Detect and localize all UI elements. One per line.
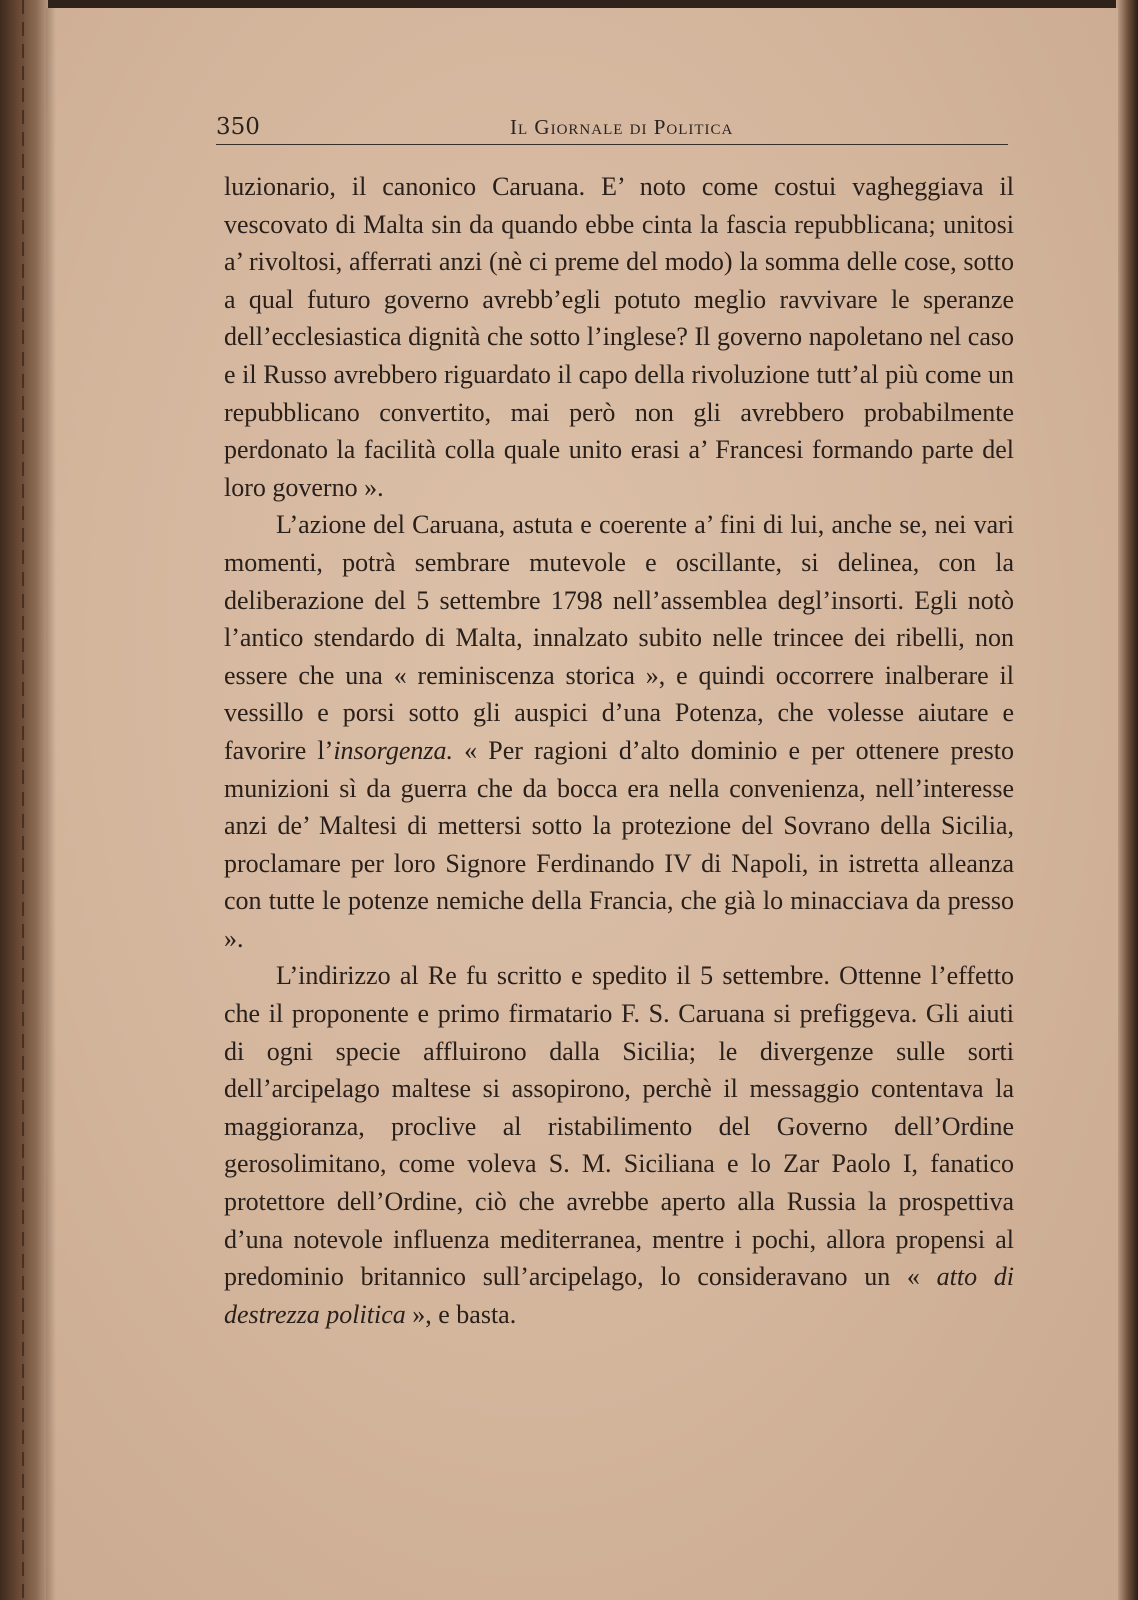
book-binding bbox=[0, 0, 48, 1600]
binding-stitch bbox=[22, 0, 24, 1600]
page-number: 350 bbox=[216, 114, 260, 140]
paragraph-1 bbox=[224, 168, 1014, 506]
paragraph-2-italic: insorgenza. bbox=[333, 735, 453, 765]
page-gutter-shadow bbox=[46, 8, 56, 1600]
book-right-edge bbox=[1116, 0, 1138, 1600]
paragraph-3 bbox=[224, 957, 1014, 1333]
paragraph-3-text-after: », e basta. bbox=[405, 1299, 517, 1329]
paragraph-3-text: L’indirizzo al Re fu scritto e spedito il 5 settembre. Ottenne l’effetto che il proponente e primo firmatario F. S. Caruana si prefiggeva. Gli aiuti di ogni specie affluirono dalla Sicilia; le divergenze sulle sorti dell’arcipelago maltese si assopirono, perchè il messaggio contentava la maggioranza, proclive al ristabilimento del Governo dell’Ordine gerosolimitano, come voleva S. M. Siciliana e lo Zar Paolo I, fanatico protettore dell’Ordine, ciò che avrebbe aperto alla Russia la prospettiva d’una notevole influenza mediterranea, mentre i pochi, allora propensi al predominio britannico sull’arcipelago, lo consideravano un « bbox=[224, 961, 1014, 1292]
page-header bbox=[216, 106, 1008, 146]
header-rule bbox=[216, 144, 1008, 145]
paragraph-2-text: L’azione del Caruana, astuta e coerente a’ fini di lui, anche se, nei vari momenti, potrà sembrare mutevole e oscillante, si delinea, con la deliberazione del 5 settembre 1798 nell’assemblea degl’insorti. Egli notò l’antico stendardo di Malta, innalzato subito nelle trincee dei ribelli, non essere che una « reminiscenza storica », e quindi occorrere inalberare il vessillo e porsi sotto gli auspici d’una Potenza, che volesse aiutare e favorire l’ bbox=[224, 510, 1014, 765]
paragraph-2 bbox=[224, 506, 1014, 957]
body-text bbox=[224, 168, 1014, 1333]
paragraph-3-italic: atto di destrezza politica bbox=[224, 1262, 1015, 1329]
paragraph-2-text-after: « Per ragioni d’alto dominio e per ottenere presto munizioni sì da guerra che da bocca era nella convenienza, nell’interesse anzi de’ Maltesi di mettersi sotto la protezione del Sovrano della Sicilia, proclamare per loro Signore Ferdinando IV di Napoli, in istretta alleanza con tutte le potenze nemiche della Francia, che già lo minacciava da presso ». bbox=[224, 735, 1015, 953]
running-head: Il Giornale di Politica bbox=[510, 115, 734, 139]
paragraph-1-text: luzionario, il canonico Caruana. E’ noto come costui vagheggiava il vescovato di Malta sin da quando ebbe cinta la fascia repubblicana; unitosi a’ rivoltosi, afferrati anzi (nè ci preme del modo) la somma delle cose, sotto a qual futuro governo avrebb’egli potuto meglio ravvivare le speranze dell’ecclesiastica dignità che sotto l’inglese? Il governo napoletano nel caso e il Russo avrebbero riguardato il capo della rivoluzione tutt’al più come un repubblicano convertito, mai però non gli avrebbero probabilmente perdonato la facilità colla quale unito erasi a’ Francesi formando parte del loro governo ». bbox=[224, 172, 1014, 502]
